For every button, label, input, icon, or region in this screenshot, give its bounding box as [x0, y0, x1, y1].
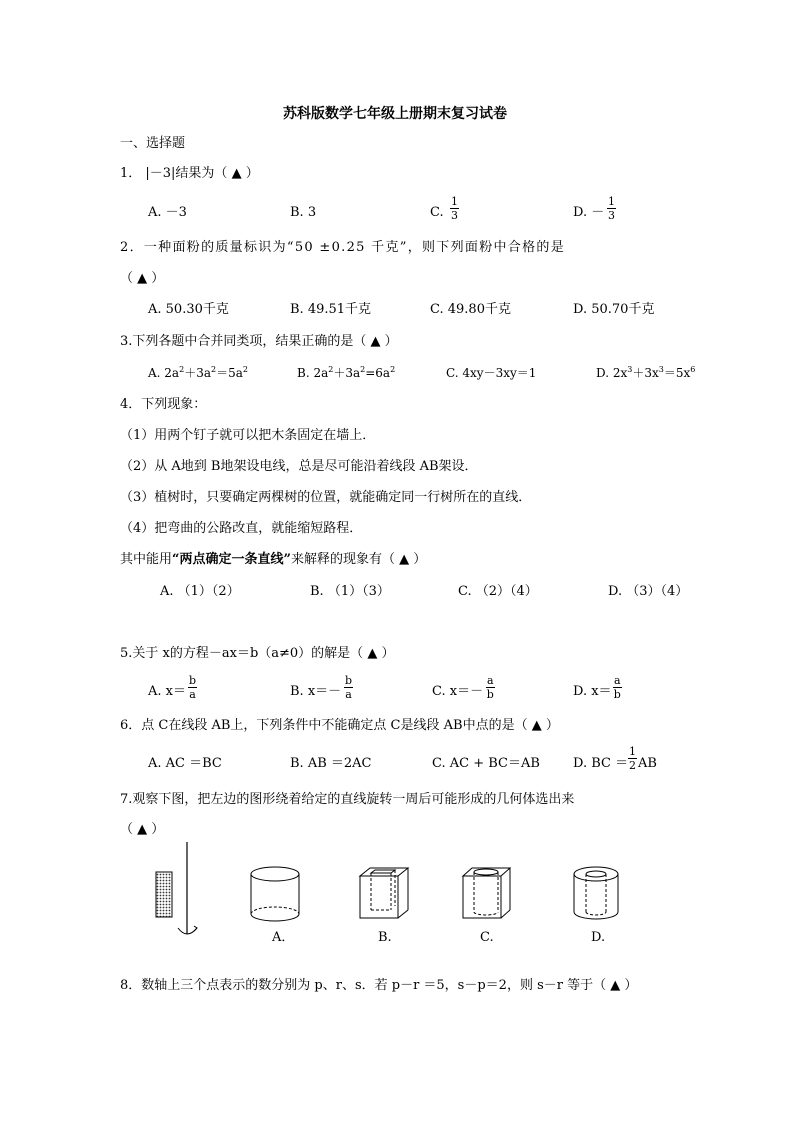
- q4-statement-1: （1）用两个钉子就可以把木条固定在墙上．: [120, 428, 376, 443]
- q7-label-b: B.: [378, 930, 392, 945]
- q1-option-c-fraction: [450, 196, 459, 221]
- q6-option-d: D. BC ＝: [573, 756, 629, 771]
- q3-option-c: C. 4xy－3xy＝1: [446, 366, 537, 380]
- q7-label-d: D.: [591, 930, 606, 945]
- q6-option-a: A. AC ＝BC: [148, 756, 222, 771]
- q4-option-c: C. （2）（4）: [458, 584, 538, 599]
- q7-label-a: A．: [272, 930, 295, 945]
- q1-c-denominator: 3: [451, 209, 458, 222]
- q3-option-a: A. $2a^2+3a^2=5a^2$: [148, 365, 248, 380]
- q6-option-d-suffix: AB: [638, 756, 657, 771]
- q1-option-a: A. －3: [148, 205, 187, 220]
- rotating-rectangle-figure: [156, 842, 197, 934]
- q5-option-a: A. x＝: [148, 684, 186, 699]
- q5-stem: 5.关于 x的方程－ax＝b（a≠0）的解是（ ▲ ）: [120, 646, 395, 661]
- q7-stem-answer: （ ▲ ）: [120, 822, 165, 837]
- q7-stem: 7.观察下图，把左边的图形绕着给定的直线旋转一周后可能形成的几何体选出来: [120, 792, 575, 807]
- q3-stem: 3.下列各题中合并同类项，结果正确的是（ ▲ ）: [120, 334, 398, 349]
- q5-option-d: D. x＝: [573, 684, 612, 699]
- q8-stem: 8．数轴上三个点表示的数分别为 p、r、s．若 p－r ＝5，s－p＝2，则 s－r 等于（ ▲ ）: [120, 978, 638, 993]
- q5-option-a-fraction: $\frac{b}{a}$: [189, 674, 197, 701]
- q5-option-b-fraction: $\frac{b}{a}$: [345, 674, 353, 701]
- page-title: 苏科版数学七年级上册期末复习试卷: [283, 106, 507, 122]
- q5-option-d-fraction: $\frac{a}{b}$: [613, 674, 621, 701]
- q3-option-b: B. $2a^2+3a^2=6a^2$: [297, 365, 396, 380]
- q4-stem: 4．下列现象：: [120, 397, 207, 412]
- q1-d-numerator: 1: [608, 195, 615, 208]
- q1-option-c: C.: [430, 205, 444, 220]
- q4-statement-4: （4）把弯曲的公路改直，就能缩短路程．: [120, 521, 363, 536]
- section-heading: 一、选择题: [120, 136, 186, 151]
- option-a-cylinder: [251, 867, 299, 921]
- q4-option-a: A. （1）（2）: [160, 584, 240, 599]
- option-d-hollow-cylinder: [574, 867, 618, 919]
- q2-option-a: A. 50.30千克: [148, 302, 229, 317]
- q5-option-c-fraction: $\frac{a}{b}$: [486, 674, 494, 701]
- q2-option-b: B. 49.51千克: [290, 302, 372, 317]
- q1-option-d-fraction: [607, 196, 616, 221]
- q4-option-d: D. （3）（4）: [608, 584, 689, 599]
- q1-c-numerator: 1: [451, 195, 458, 208]
- q4-question: 其中能用“两点确定一条直线”来解释的现象有（ ▲ ）: [120, 552, 427, 567]
- q6-stem: 6．点 C在线段 AB上，下列条件中不能确定点 C是线段 AB中点的是（ ▲ ）: [120, 718, 559, 733]
- option-b-hollow-box: [360, 868, 408, 918]
- q2-stem: 2．一种面粉的质量标识为“50 ±0.25 千克”，则下列面粉中合格的是: [120, 240, 566, 255]
- q2-option-c: C. 49.80千克: [430, 302, 511, 317]
- q1-option-b: B. 3: [290, 205, 317, 220]
- q4-statement-3: （3）植树时，只要确定两棵树的位置，就能确定同一行树所在的直线．: [120, 490, 532, 505]
- option-c-box-with-cylinder: [463, 868, 510, 918]
- q6-option-c: C. AC + BC＝AB: [432, 756, 540, 771]
- q2-stem-answer: （ ▲ ）: [120, 271, 165, 286]
- q1-stem: 1． |－3|结果为（ ▲ ）: [120, 166, 259, 181]
- q4-statement-2: （2）从 A地到 B地架设电线，总是尽可能沿着线段 AB架设．: [120, 459, 478, 474]
- q5-option-c: C. x＝－: [432, 684, 484, 699]
- q1-d-denominator: 3: [608, 209, 615, 222]
- q6-option-d-fraction: $\frac{1}{2}$: [629, 745, 636, 772]
- q7-label-c: C.: [480, 930, 494, 945]
- q6-option-b: B. AB ＝2AC: [290, 756, 372, 771]
- q2-option-d: D. 50.70千克: [573, 302, 655, 317]
- q4-option-b: B. （1）（3）: [310, 584, 390, 599]
- q5-option-b: B. x＝－: [290, 684, 342, 699]
- q1-option-d: D. －: [573, 205, 605, 220]
- q3-option-d: D. $2x^3+3x^3=5x^6$: [596, 365, 696, 380]
